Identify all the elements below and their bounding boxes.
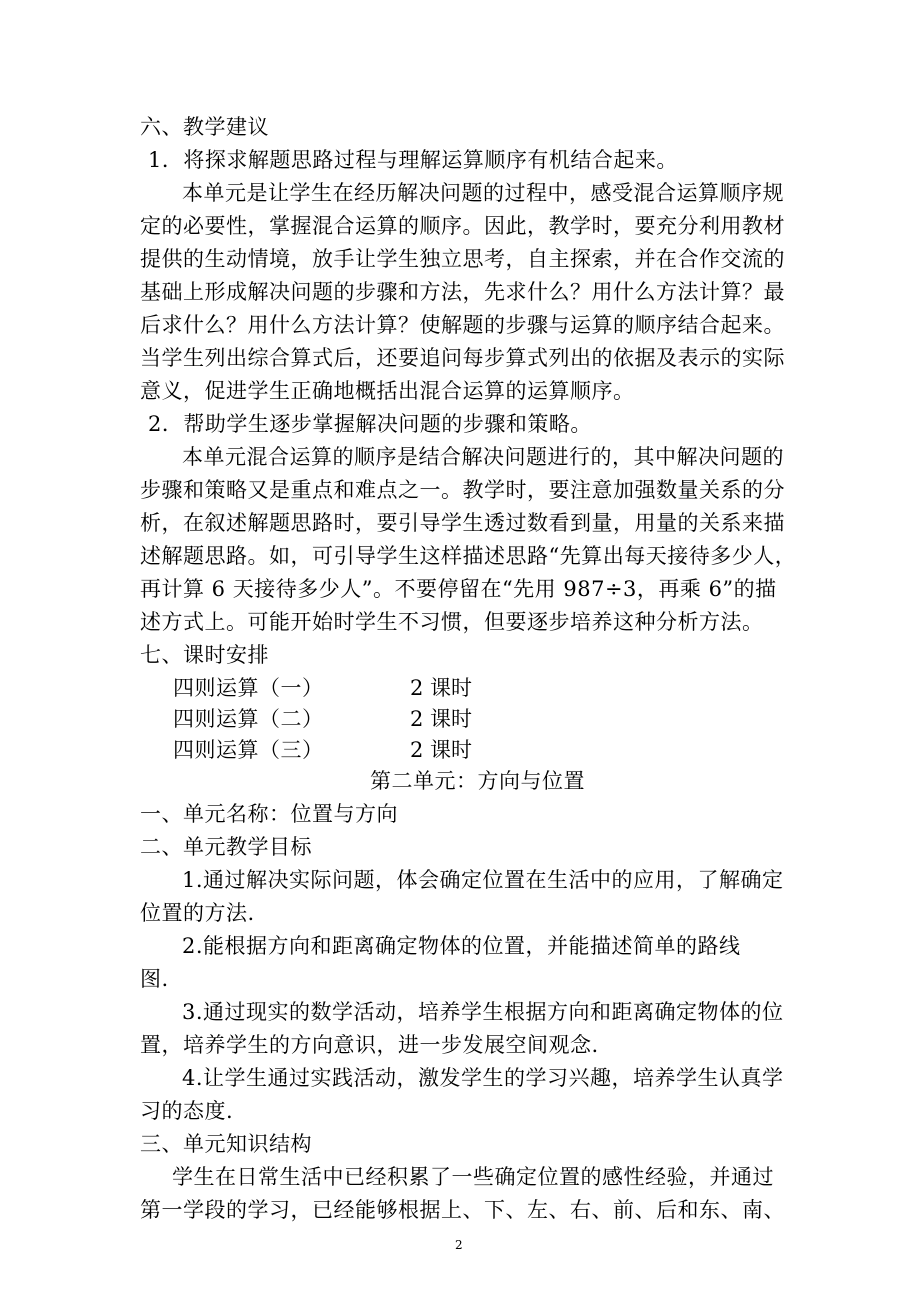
goal-line: 置，培养学生的方向意识，进一步发展空间观念. — [140, 1033, 599, 1057]
paragraph-line: 提供的生动情境，放手让学生独立思考，自主探索，并在合作交流的 — [140, 247, 785, 271]
paragraph-line: 基础上形成解决问题的步骤和方法，先求什么？用什么方法计算？最 — [140, 280, 785, 304]
section-heading-class-schedule: 七、课时安排 — [140, 643, 269, 667]
schedule-item-hours: 2 课时 — [410, 707, 473, 731]
paragraph-line: 后求什么？用什么方法计算？使解题的步骤与运算的顺序结合起来。 — [140, 313, 785, 337]
paragraph-line: 第一学段的学习，已经能够根据上、下、左、右、前、后和东、南、 — [140, 1198, 785, 1222]
schedule-item-name: 四则运算（三） — [173, 738, 324, 762]
unit-title: 第二单元：方向与位置 — [370, 769, 585, 793]
goal-line: 3.通过现实的数学活动，培养学生根据方向和距离确定物体的位 — [182, 1000, 784, 1024]
suggestion-item-2-title: 2．帮助学生逐步掌握解决问题的步骤和策略。 — [148, 412, 592, 436]
goal-line: 4.让学生通过实践活动，激发学生的学习兴趣，培养学生认真学 — [182, 1066, 784, 1090]
schedule-item-name: 四则运算（一） — [173, 676, 324, 700]
section-heading-teaching-suggestions: 六、教学建议 — [140, 115, 269, 139]
section-heading-unit-goals: 二、单元教学目标 — [140, 835, 312, 859]
paragraph-line: 述方式上。可能开始时学生不习惯，但要逐步培养这种分析方法。 — [140, 610, 764, 634]
section-heading-knowledge-structure: 三、单元知识结构 — [140, 1132, 312, 1156]
goal-line: 图. — [140, 967, 169, 991]
schedule-item-hours: 2 课时 — [410, 738, 473, 762]
page-number: 2 — [455, 1238, 463, 1252]
paragraph-line: 再计算 6 天接待多少人”。不要停留在“先用 987÷3，再乘 6”的描 — [140, 577, 777, 601]
paragraph-line: 本单元是让学生在经历解决问题的过程中，感受混合运算顺序规 — [182, 181, 784, 205]
paragraph-line: 述解题思路。如，可引导学生这样描述思路“先算出每天接待多少人， — [140, 544, 797, 568]
section-heading-unit-name: 一、单元名称：位置与方向 — [140, 802, 398, 826]
suggestion-item-1-title: 1．将探求解题思路过程与理解运算顺序有机结合起来。 — [148, 148, 678, 172]
paragraph-line: 当学生列出综合算式后，还要追问每步算式列出的依据及表示的实际 — [140, 346, 785, 370]
goal-line: 位置的方法. — [140, 901, 255, 925]
paragraph-line: 本单元混合运算的顺序是结合解决问题进行的，其中解决问题的 — [182, 445, 784, 469]
paragraph-line: 学生在日常生活中已经积累了一些确定位置的感性经验，并通过 — [172, 1165, 774, 1189]
schedule-item-name: 四则运算（二） — [173, 707, 324, 731]
goal-line: 2.能根据方向和距离确定物体的位置，并能描述简单的路线 — [182, 934, 741, 958]
paragraph-line: 析，在叙述解题思路时，要引导学生透过数看到量，用量的关系来描 — [140, 511, 785, 535]
goal-line: 习的态度. — [140, 1099, 234, 1123]
paragraph-line: 意义，促进学生正确地概括出混合运算的运算顺序。 — [140, 379, 635, 403]
schedule-item-hours: 2 课时 — [410, 676, 473, 700]
goal-line: 1.通过解决实际问题，体会确定位置在生活中的应用，了解确定 — [182, 868, 784, 892]
paragraph-line: 定的必要性，掌握混合运算的顺序。因此，教学时，要充分利用教材 — [140, 214, 785, 238]
paragraph-line: 步骤和策略又是重点和难点之一。教学时，要注意加强数量关系的分 — [140, 478, 785, 502]
